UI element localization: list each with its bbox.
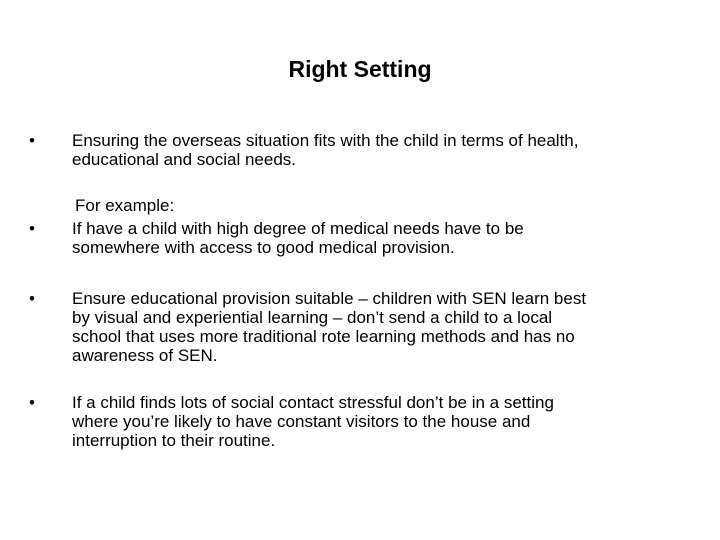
bullet-text-line: by visual and experiential learning – don’t send a child to a local: [72, 308, 553, 327]
bullet-text-line: where you’re likely to have constant visitors to the house and: [72, 412, 531, 431]
bullet-text-line: somewhere with access to good medical provision.: [72, 238, 455, 257]
example-lead: For example:: [75, 196, 175, 215]
bullet-marker: •: [29, 393, 35, 412]
bullet-marker: •: [29, 289, 35, 308]
bullet-text-line: If a child finds lots of social contact stressful don’t be in a setting: [72, 393, 554, 412]
bullet-text-line: If have a child with high degree of medical needs have to be: [72, 219, 524, 238]
bullet-marker: •: [29, 131, 35, 150]
bullet-text-line: educational and social needs.: [72, 150, 296, 169]
bullet-text-line: school that uses more traditional rote learning methods and has no: [72, 327, 575, 346]
bullet-text-line: Ensure educational provision suitable – children with SEN learn best: [72, 289, 587, 308]
bullet-marker: •: [29, 219, 35, 238]
bullet-text-line: interruption to their routine.: [72, 431, 276, 450]
bullet-text-line: awareness of SEN.: [72, 346, 218, 365]
slide-title: Right Setting: [288, 56, 432, 82]
bullet-text-line: Ensuring the overseas situation fits with the child in terms of health,: [72, 131, 579, 150]
